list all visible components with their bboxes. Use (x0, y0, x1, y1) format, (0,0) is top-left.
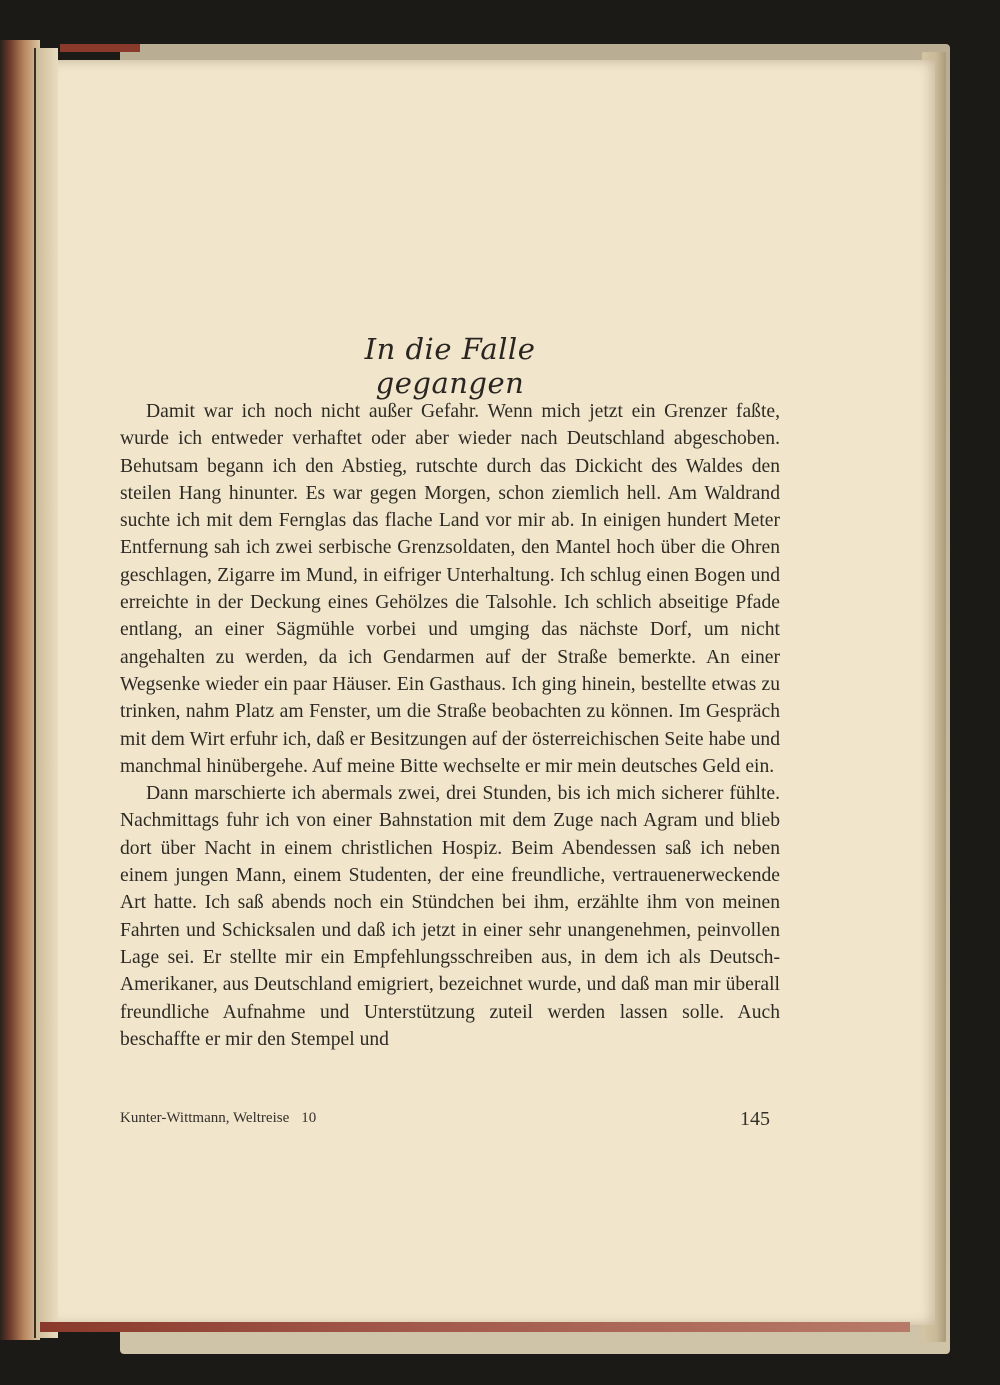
page-number: 145 (740, 1108, 770, 1130)
paragraph: Damit war ich noch nicht außer Gefahr. Wenn mich jetzt ein Grenzer faßte, wurde ich entweder verhaftet oder aber wieder nach Deutschland abgeschoben. Behutsam begann ich den Abstieg, rutschte durch das Dickicht des Waldes den steilen Hang hinunter. Es war gegen Morgen, schon ziemlich hell. Am Waldrand suchte ich mit dem Fernglas das flache Land vor mir ab. In einigen hundert Meter Entfernung sah ich zwei serbische Grenzsoldaten, den Mantel hoch über die Ohren geschlagen, Zigarre im Mund, in eifriger Unterhaltung. Ich schlug einen Bogen und erreichte in der Deckung eines Gehölzes die Talsohle. Ich schlich abseitige Pfade entlang, an einer Sägmühle vorbei und umging das nächste Dorf, um nicht angehalten zu werden, da ich Gendarmen auf der Straße bemerkte. An einer Wegsenke wieder ein paar Häuser. Ein Gasthaus. Ich ging hinein, bestellte etwas zu trinken, nahm Platz am Fenster, um die Straße beobachten zu können. Im Gespräch mit dem Wirt erfuhr ich, daß er Besitzungen auf der österreichischen Seite habe und manchmal hinübergehe. Auf meine Bitte wechselte er mir mein deutsches Geld ein. (120, 401, 780, 777)
left-page-edge (34, 48, 58, 1338)
footer-signature: Kunter-Wittmann, Weltreise (120, 1110, 290, 1126)
cover-binding-top (60, 44, 140, 52)
sheet-number: 10 (301, 1110, 317, 1126)
cover-binding-bottom (40, 1322, 910, 1332)
chapter-title: In die Falle gegangen (364, 332, 536, 400)
body-text (120, 398, 780, 1053)
footer-signature-line (120, 1110, 316, 1127)
paragraph: Dann marschierte ich abermals zwei, drei Stunden, bis ich mich sicherer fühlte. Nachmittags fuhr ich von einer Bahnstation mit dem Zuge nach Agram und blieb dort über Nacht in einem christlichen Hospiz. Beim Abendessen saß ich neben einem jungen Mann, einem Studenten, der eine freundliche, vertrauenerweckende Art hatte. Ich saß abends noch ein Stündchen bei ihm, erzählte ihm von meinen Fahrten und Schicksalen und daß ich jetzt in einer sehr unangenehmen, peinvollen Lage sei. Er stellte mir ein Empfehlungsschreiben aus, in dem ich als Deutsch-Amerikaner, aus Deutschland emigriert, bezeichnet wurde, und daß man mir überall freundliche Aufnahme und Unterstützung zuteil werden lassen solle. Auch beschaffte er mir den Stempel und (120, 783, 780, 1050)
